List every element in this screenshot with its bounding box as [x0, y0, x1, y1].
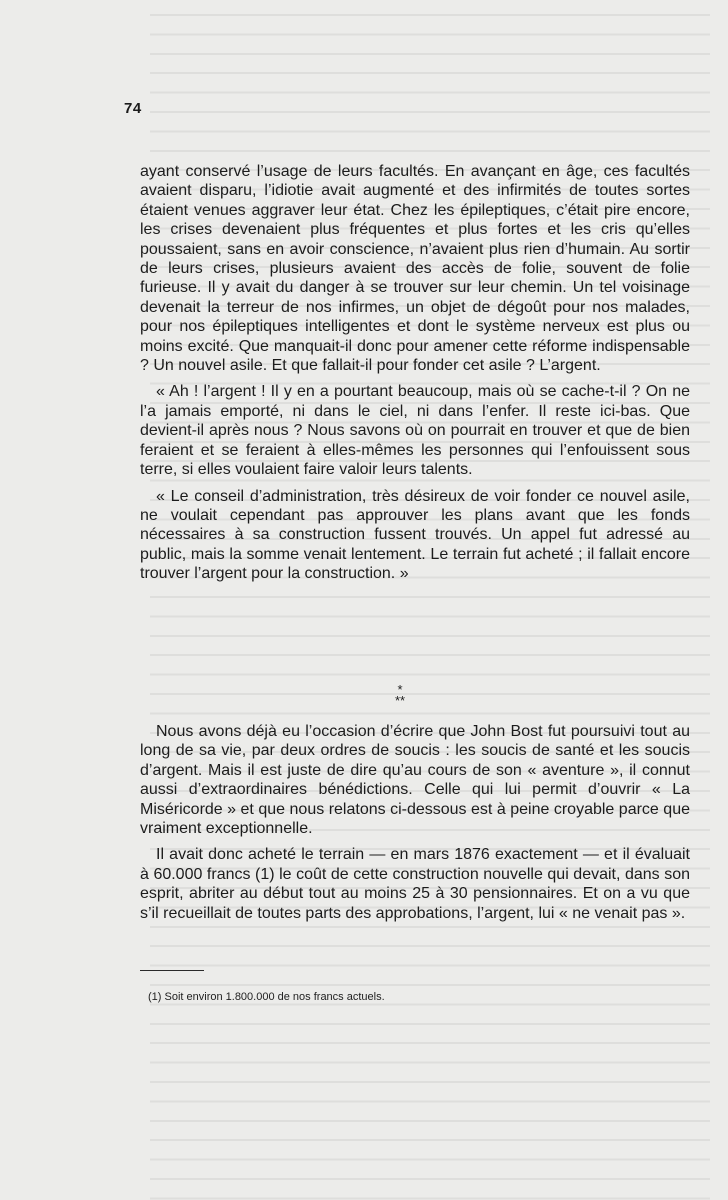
paragraph-terrain: Il avait donc acheté le terrain — en mars 1876 exactement — et il évaluait à 60.000 francs (1) le coût de cette construction nouvelle qui devait, dans son esprit, abriter au début tout au moins 25 à 30 pensionnaires. Et on a vu que s’il recueillait de toutes parts des approbations, l’argent, lui « ne venait pas ».	[140, 846, 690, 922]
asterism-bottom: **	[394, 693, 406, 708]
paragraph-quote-conseil: « Le conseil d’administration, très désireux de voir fonder ce nouvel asile, ne voulait cependant pas approuver les plans avant que les fonds nécessaires à sa construction fussent trouvés. Un appel fut adressé au public, mais la somme venait lentement. Le terrain fut acheté ; il fallait encore trouver l’argent pour la construction. »	[140, 487, 690, 583]
section-asterism	[380, 684, 420, 714]
page-number: 74	[124, 100, 142, 117]
paragraph-continuation: ayant conservé l’usage de leurs facultés. En avançant en âge, ces facultés avaient disparu, l’idiotie avait augmenté et des infirmités de toutes sortes étaient venues aggraver leur état. Chez les épileptiques, c’était pire encore, les crises devenaient plus fréquentes et plus fortes et les cris qu’elles poussaient, sans en avoir conscience, n’avaient plus rien d’humain. Au sortir de leurs crises, plusieurs avaient des accès de folie, souvent de folie furieuse. Il y avait du danger à se trouver sur leur chemin. Un tel voisinage devenait la terreur de nos infirmes, un objet de dégoût pour nos malades, pour nos épileptiques intelligentes et dont le système nerveux est plus ou moins excité. Que manquait-il donc pour amener cette réforme indispensable ? Un nouvel asile. Et que fallait-il pour fonder cet asile ? L’argent.	[140, 163, 690, 375]
main-text-block	[140, 162, 690, 584]
footnote-divider	[140, 970, 204, 971]
lower-text-block	[140, 722, 690, 923]
paragraph-john-bost: Nous avons déjà eu l’occasion d’écrire que John Bost fut poursuivi tout au long de sa vie, par deux ordres de soucis : les soucis de santé et les soucis d’argent. Mais il est juste de dire qu’au cours de son « aventure », il connut aussi d’extraordinaires bénédictions. Celle qui lui permit d’ouvrir « La Miséricorde » et que nous relatons ci-dessous est à peine croyable parce que vraiment exceptionnelle.	[140, 723, 690, 838]
paragraph-quote-argent: « Ah ! l’argent ! Il y en a pourtant beaucoup, mais où se cache-t-il ? On ne l’a jamais emporté, ni dans le ciel, ni dans l’enfer. Il reste ici-bas. Que devient-il après nous ? Nous savons où on pourrait en trouver et que de bien feraient et se feraient à elles-mêmes les personnes qui l’enfouissent sous terre, si elles voulaient faire valoir leurs talents.	[140, 383, 690, 479]
asterism-top: *	[397, 682, 403, 697]
footnote: (1) Soit environ 1.800.000 de nos francs actuels.	[148, 991, 385, 1003]
